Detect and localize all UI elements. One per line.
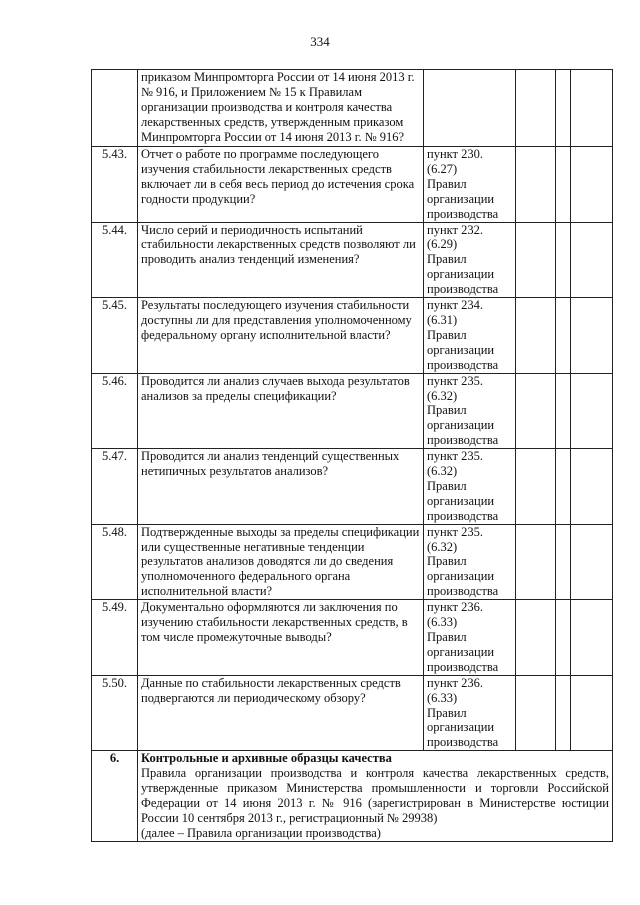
cell-num: 5.45. (92, 298, 138, 374)
ref-line: Правил (427, 176, 467, 191)
cell-empty (571, 600, 613, 676)
cell-ref (424, 147, 516, 223)
cell-question: Число серий и периодичность испытаний стабильности лекарственных средств позволяют ли проводить анализ тенденций изменения? (138, 222, 424, 298)
cell-empty (571, 675, 613, 751)
ref-line: организации (427, 569, 495, 584)
cell-num: 5.44. (92, 222, 138, 298)
cell-empty (516, 449, 556, 525)
ref-line: производства (427, 584, 499, 599)
table-row (92, 222, 613, 298)
ref-line: пункт 230. (427, 147, 483, 161)
ref-line: Правил (427, 327, 467, 342)
ref-line: производства (427, 357, 499, 372)
cell-empty (556, 70, 571, 147)
table-row (92, 524, 613, 600)
table-row (92, 298, 613, 374)
cell-empty (556, 449, 571, 525)
ref-line: производства (427, 282, 499, 297)
cell-empty (571, 70, 613, 147)
cell-empty (571, 222, 613, 298)
cell-question: Подтвержденные выходы за пределы спецификации или существенные негативные тенденции результатов анализов доводятся ли до сведения уполномоченного федерального органа исполнительной власти? (138, 524, 424, 600)
cell-num: 5.48. (92, 524, 138, 600)
ref-line: (6.32) (427, 539, 458, 554)
ref-line: производства (427, 206, 499, 221)
cell-question: Данные по стабильности лекарственных средств подвергаются ли периодическому обзору? (138, 675, 424, 751)
cell-empty (516, 600, 556, 676)
ref-line: (6.29) (427, 237, 458, 252)
ref-line: организации (427, 644, 495, 659)
ref-line: пункт 235. (427, 373, 483, 388)
cell-ref (424, 298, 516, 374)
ref-line: пункт 232. (427, 222, 483, 237)
cell-question: Результаты последующего изучения стабильности доступны ли для представления уполномоченному федеральному органу исполнительной власти? (138, 298, 424, 374)
ref-line: пункт 236. (427, 600, 483, 615)
section-content (138, 751, 613, 841)
ref-line: пункт 236. (427, 675, 483, 690)
cell-ref (424, 449, 516, 525)
cell-ref (424, 675, 516, 751)
cell-question: приказом Минпромторга России от 14 июня 2013 г. № 916, и Приложением № 15 к Правилам организации производства и контроля качества лекарственных средств, утвержденным приказом Минпромторга России от 14 июня 2013 г. № 916? (138, 70, 424, 147)
ref-line: (6.33) (427, 690, 458, 705)
ref-line: Правил (427, 630, 467, 644)
cell-empty (516, 373, 556, 449)
cell-empty (571, 524, 613, 600)
cell-empty (571, 449, 613, 525)
ref-line: организации (427, 720, 495, 735)
cell-num: 5.43. (92, 147, 138, 223)
ref-line: пункт 235. (427, 449, 483, 464)
table-row (92, 147, 613, 223)
cell-empty (556, 147, 571, 223)
table-row (92, 373, 613, 449)
cell-ref (424, 373, 516, 449)
ref-line: организации (427, 493, 495, 508)
section-row (92, 751, 613, 841)
table-row (92, 449, 613, 525)
cell-num (92, 70, 138, 147)
ref-line: (6.33) (427, 615, 458, 630)
cell-empty (571, 373, 613, 449)
cell-empty (516, 675, 556, 751)
ref-line: (6.32) (427, 464, 458, 479)
cell-empty (571, 147, 613, 223)
cell-ref (424, 222, 516, 298)
section-title: Контрольные и архивные образцы качества (141, 751, 392, 766)
ref-line: производства (427, 433, 499, 448)
cell-ref (424, 70, 516, 147)
cell-question: Документально оформляются ли заключения по изучению стабильности лекарственных средств, в том числе промежуточные выводы? (138, 600, 424, 676)
table-row-continuation (92, 70, 613, 147)
cell-empty (516, 298, 556, 374)
cell-num: 5.50. (92, 675, 138, 751)
cell-num: 5.47. (92, 449, 138, 525)
ref-line: производства (427, 508, 499, 523)
table-row (92, 675, 613, 751)
ref-line: организации (427, 267, 495, 282)
cell-num: 5.46. (92, 373, 138, 449)
ref-line: Правил (427, 478, 467, 493)
ref-line: (6.27) (427, 161, 458, 176)
cell-empty (516, 222, 556, 298)
cell-question: Проводится ли анализ случаев выхода результатов анализов за пределы спецификации? (138, 373, 424, 449)
cell-empty (556, 675, 571, 751)
ref-line: организации (427, 191, 495, 206)
ref-line: производства (427, 659, 499, 674)
cell-empty (571, 298, 613, 374)
ref-line: организации (427, 342, 495, 357)
ref-line: Правил (427, 403, 467, 418)
section-text: Правила организации производства и контроля качества лекарственных средств, утвержденные приказом Министерства промышленности и торговли Российской Федерации от 14 июня 2013 г. № 916 (зарегистрирован в Министерстве юстиции России 10 сентября 2013 г., регистрационный № 29938) (141, 766, 609, 825)
cell-empty (556, 524, 571, 600)
ref-line: пункт 235. (427, 524, 483, 539)
cell-empty (556, 373, 571, 449)
ref-line: производства (427, 735, 499, 750)
section-number: 6. (92, 751, 138, 841)
cell-question: Проводится ли анализ тенденций существенных нетипичных результатов анализов? (138, 449, 424, 525)
ref-line: Правил (427, 705, 467, 720)
cell-empty (556, 298, 571, 374)
page-number: 334 (310, 34, 330, 49)
cell-empty (516, 147, 556, 223)
ref-line: (6.31) (427, 312, 458, 327)
cell-empty (556, 222, 571, 298)
cell-empty (556, 600, 571, 676)
ref-line: Правил (427, 554, 467, 569)
ref-line: (6.32) (427, 388, 458, 403)
cell-empty (516, 70, 556, 147)
cell-ref (424, 524, 516, 600)
cell-num: 5.49. (92, 600, 138, 676)
ref-line: Правил (427, 252, 467, 267)
section-note: (далее – Правила организации производства) (141, 825, 381, 840)
table-row (92, 600, 613, 676)
checklist-table (91, 69, 613, 842)
ref-line: пункт 234. (427, 298, 483, 313)
cell-ref (424, 600, 516, 676)
ref-line: организации (427, 418, 495, 433)
cell-question: Отчет о работе по программе последующего изучения стабильности лекарственных средств включает ли в себя весь период до истечения срока годности продукции? (138, 147, 424, 223)
cell-empty (516, 524, 556, 600)
